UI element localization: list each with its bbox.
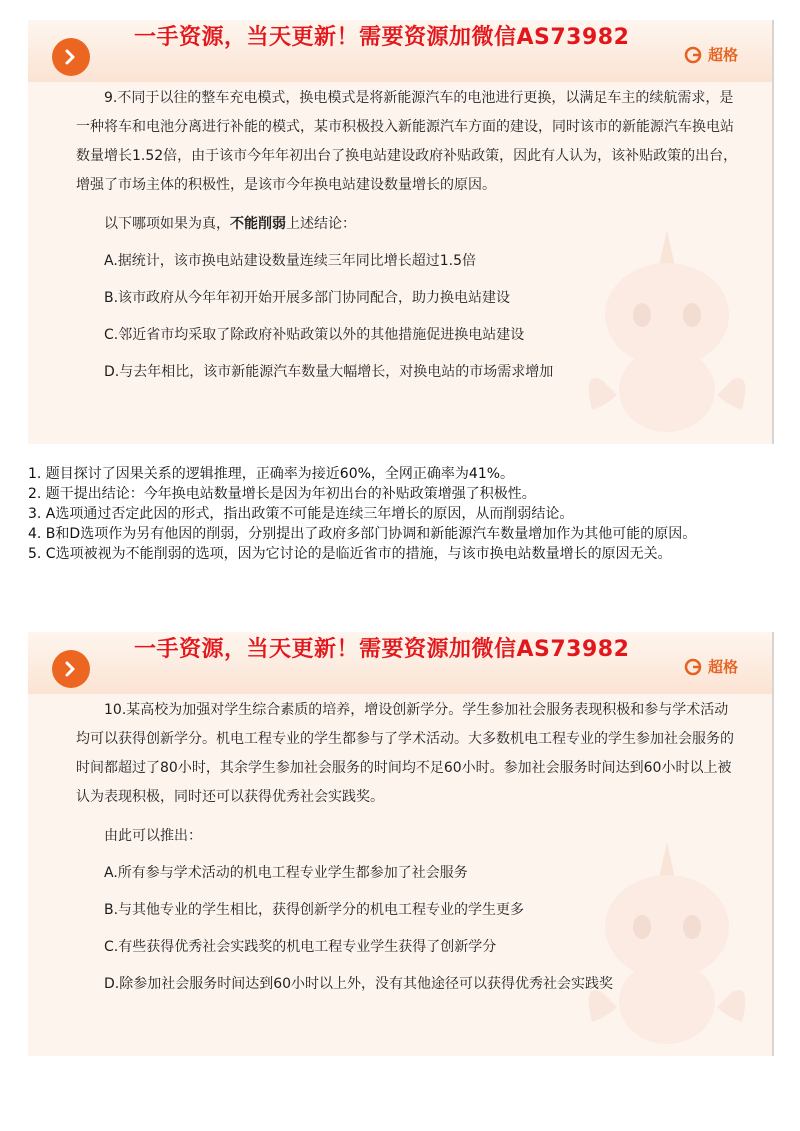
banner-text: 一手资源，当天更新！需要资源加微信AS73982 <box>134 637 630 662</box>
card-edge <box>772 20 774 444</box>
option-d[interactable]: D.与去年相比，该市新能源汽车数量大幅增长，对换电站的市场需求增加 <box>104 364 554 380</box>
option-d[interactable]: D.除参加社会服务时间达到60小时以上外，没有其他途径可以获得优秀社会实践奖 <box>104 976 614 992</box>
banner-text: 一手资源，当天更新！需要资源加微信AS73982 <box>134 25 630 50</box>
brand-name: 超格 <box>707 46 738 64</box>
question-card-10 <box>28 632 774 1056</box>
brand-icon <box>684 658 702 676</box>
question-stem: 10.某高校为加强对学生综合素质的培养，增设创新学分。学生参加社会服务表现积极和参与学术活动均可以获得创新学分。机电工程专业的学生都参与了学术活动。大多数机电工程专业的学生参加社会服务的时间都超过了80小时，其余学生参加社会服务的时间均不足60小时。参加社会服务时间达到60小时以上被认为表现积极，同时还可以获得优秀社会实践奖。 <box>76 702 734 805</box>
arrow-button[interactable] <box>52 650 90 688</box>
prompt-bold: 不能削弱 <box>230 216 286 232</box>
chevron-right-icon <box>62 660 80 678</box>
brand-logo <box>684 44 738 65</box>
question-body <box>76 84 740 387</box>
option-a[interactable]: A.据统计，该市换电站建设数量连续三年同比增长超过1.5倍 <box>104 253 477 269</box>
note-item: 3. A选项通过否定此因的形式，指出政策不可能是连续三年增长的原因，从而削弱结论。 <box>28 506 574 522</box>
option-b[interactable]: B.该市政府从今年年初开始开展多部门协同配合，助力换电站建设 <box>104 290 511 306</box>
question-body <box>76 696 740 999</box>
option-b[interactable]: B.与其他专业的学生相比，获得创新学分的机电工程专业的学生更多 <box>104 902 525 918</box>
note-item: 2. 题干提出结论：今年换电站数量增长是因为年初出台的补贴政策增强了积极性。 <box>28 486 536 502</box>
note-item: 4. B和D选项作为另有他因的削弱，分别提出了政府多部门协调和新能源汽车数量增加作为其他可能的原因。 <box>28 526 697 542</box>
analysis-notes <box>28 464 778 564</box>
note-item: 5. C选项被视为不能削弱的选项，因为它讨论的是临近省市的措施，与该市换电站数量增长的原因无关。 <box>28 546 672 562</box>
arrow-button[interactable] <box>52 38 90 76</box>
question-card-9 <box>28 20 774 444</box>
chevron-right-icon <box>62 48 80 66</box>
question-stem: 9.不同于以往的整车充电模式，换电模式是将新能源汽车的电池进行更换，以满足车主的续航需求，是一种将车和电池分离进行补能的模式，某市积极投入新能源汽车方面的建设，同时该市的新能源汽车换电站数量增长1.52倍，由于该市今年年初出台了换电站建设政府补贴政策，因此有人认为，该补贴政策的出台，增强了市场主体的积极性，是该市今年换电站建设数量增长的原因。 <box>76 90 738 193</box>
card-edge <box>772 632 774 1056</box>
question-prompt <box>76 210 740 239</box>
banner <box>28 20 774 82</box>
option-a[interactable]: A.所有参与学术活动的机电工程专业学生都参加了社会服务 <box>104 865 468 881</box>
brand-name: 超格 <box>707 658 738 676</box>
prompt-post: 上述结论： <box>286 216 356 232</box>
banner <box>28 632 774 694</box>
brand-icon <box>684 46 702 64</box>
note-item: 1. 题目探讨了因果关系的逻辑推理，正确率为接近60%，全网正确率为41%。 <box>28 466 515 482</box>
brand-logo <box>684 656 738 677</box>
option-c[interactable]: C.邻近省市均采取了除政府补贴政策以外的其他措施促进换电站建设 <box>104 327 525 343</box>
question-prompt: 由此可以推出： <box>104 828 202 844</box>
option-c[interactable]: C.有些获得优秀社会实践奖的机电工程专业学生获得了创新学分 <box>104 939 497 955</box>
prompt-pre: 以下哪项如果为真， <box>104 216 230 232</box>
